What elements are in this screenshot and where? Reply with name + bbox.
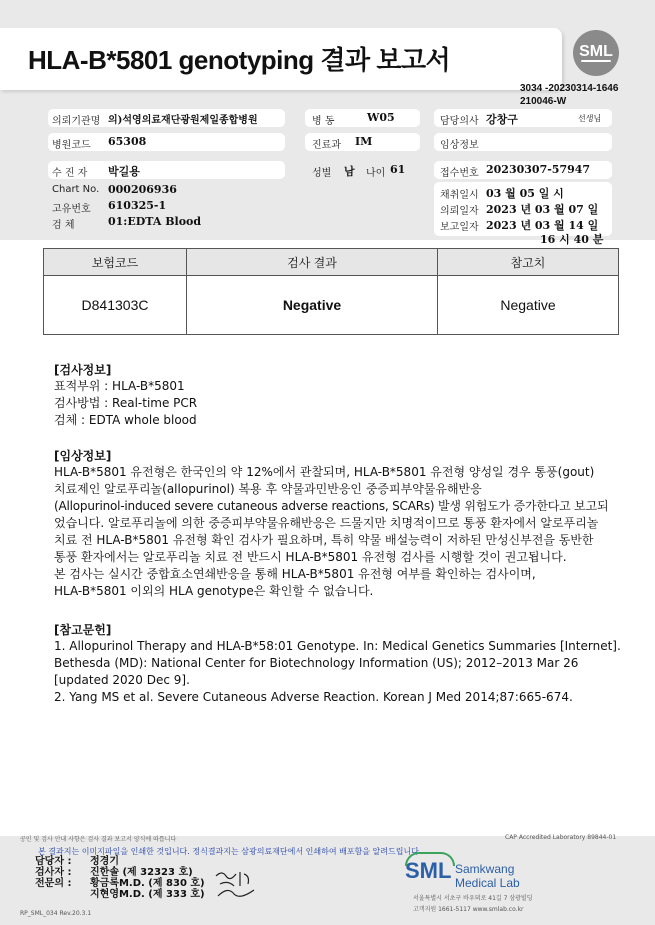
test-info-title: [검사정보] [54, 363, 112, 377]
clinical-label: 임상정보 [440, 140, 479, 151]
sml-footer-logo: SML [405, 858, 452, 883]
org-address: 서울특별시 서초구 바우뫼로 41길 7 삼광빌딩 [413, 895, 533, 902]
result-table [43, 248, 619, 335]
age-value: 61 [390, 163, 406, 176]
staff-row [35, 889, 205, 900]
institution-label: 의뢰기관명 [52, 116, 101, 127]
header-test-result: 검사 결과 [187, 249, 438, 276]
collect-label: 채취일시 [440, 190, 479, 201]
specimen-value: 01:EDTA Blood [108, 215, 202, 228]
institution-value: 의)석영의료재단광원제일종합병원 [108, 115, 258, 126]
clinical-info-line: HLA-B*5801 유전형은 한국인의 약 12%에서 관찰되며, HLA-B*5801 유전형 양성일 경우 통풍(gout) [54, 465, 595, 479]
samkwang-name [455, 862, 520, 890]
report-number-line2: 210046-W [520, 96, 567, 107]
clinical-info-line: 치료 전 HLA-B*5801 유전형 확인 검사가 필요하며, 특히 약물 배설능력이 저하된 만성신부전을 동반한 [54, 533, 594, 547]
staff-name: 정경기 [90, 856, 119, 867]
report-date-value: 2023 년 03 월 14 일 [486, 219, 599, 232]
clinical-info-line: (Allopurinol-induced severe cutaneous adverse reactions, SCARs) 발생 위험도가 증가한다고 보고되 [54, 499, 609, 513]
clinical-info-line: 본 검사는 실시간 중합효소연쇄반응을 통해 HLA-B*5801 유전형 여부를 확인하는 검사이며, [54, 567, 536, 581]
reference-line: 1. Allopurinol Therapy and HLA-B*58:01 Genotype. In: Medical Genetics Summaries [Internet]. [54, 639, 621, 653]
patient-label: 수 진 자 [52, 168, 88, 179]
request-label: 의뢰일자 [440, 206, 479, 217]
doctor-value: 강창구 [486, 113, 518, 126]
test-info-section [54, 361, 197, 429]
report-time-value: 16 시 40 분 [540, 233, 604, 246]
staff-row [35, 878, 205, 889]
clinical-info-section [54, 447, 608, 600]
report-number [520, 82, 618, 108]
chart-label: Chart No. [52, 184, 100, 195]
unique-value: 610325-1 [108, 199, 167, 212]
header-insurance-code: 보험코드 [44, 249, 187, 276]
staff-name: 지현영M.D. (제 333 호) [90, 889, 205, 900]
signature-image [212, 866, 262, 902]
doctor-suffix: 선생님 [578, 114, 602, 123]
age-label: 나이 [366, 168, 386, 179]
request-value: 2023 년 03 월 07 일 [486, 203, 599, 216]
specimen-label: 검 체 [52, 220, 75, 231]
staff-name: 황금록M.D. (제 830 호) [90, 878, 205, 889]
form-id: RP_SML_034 Rev.20.3.1 [20, 910, 92, 917]
cell-test-result: Negative [187, 276, 438, 335]
sex-value: 남 [344, 165, 355, 178]
cell-insurance-code: D841303C [44, 276, 187, 335]
clinical-info-line: HLA-B*5801 이외의 HLA genotype은 확인할 수 없습니다. [54, 584, 374, 598]
result-table-header [44, 249, 619, 276]
cap-accreditation: CAP Accredited Laboratory 89844-01 [505, 834, 617, 841]
test-info-line: 검체 : EDTA whole blood [54, 413, 197, 427]
report-date-label: 보고일자 [440, 222, 479, 233]
org-phone: 고객지원 1661-5117 www.smlab.co.kr [413, 906, 524, 913]
clinical-info-line: 통풍 환자에서는 알로푸리놀 치료 전 반드시 HLA-B*5801 유전형 검사를 시행할 것이 권고됩니다. [54, 550, 567, 564]
report-number-line1: 3034 -20230314-1646 [520, 83, 619, 94]
staff-name: 진한솔 (제 32323 호) [90, 867, 193, 878]
dept-label: 진료과 [312, 140, 341, 151]
ward-value: W05 [367, 111, 395, 124]
sex-label: 성별 [312, 168, 332, 179]
ward-label: 병 동 [312, 116, 335, 127]
staff-list [35, 856, 205, 900]
receipt-value: 20230307-57947 [486, 163, 591, 176]
unique-label: 고유번호 [52, 204, 91, 215]
cell-reference: Negative [438, 276, 619, 335]
doctor-label: 담당의사 [440, 116, 479, 127]
staff-role: 담당자 : [35, 856, 72, 867]
test-info-line: 검사방법 : Real-time PCR [54, 396, 198, 410]
org-name-line1: Samkwang [455, 862, 515, 876]
report-title: HLA-B*5801 genotyping 결과 보고서 [28, 45, 451, 75]
clinical-info-line: 었습니다. 알로푸리놀에 의한 중증피부약물유해반응은 드물지만 치명적이므로 통풍 환자에서 알로푸리놀 [54, 516, 599, 530]
reference-line: [updated 2020 Dec 9]. [54, 673, 190, 687]
footer-tiny-note: 공인 및 검사 안내 사항은 검사 결과 보고서 양식에 따릅니다 [20, 836, 177, 843]
sml-logo: SML [573, 30, 619, 76]
hospital-code-label: 병원코드 [52, 140, 91, 151]
test-info-line: 표적부위 : HLA-B*5801 [54, 379, 185, 393]
hospital-code-value: 65308 [108, 135, 147, 148]
staff-row [35, 856, 205, 867]
references-title: [참고문헌] [54, 623, 112, 637]
org-name-line2: Medical Lab [455, 876, 520, 890]
collect-value: 03 월 05 일 시 [486, 187, 564, 200]
references-section [54, 621, 621, 706]
staff-role: 전문의 : [35, 878, 72, 889]
staff-row [35, 867, 205, 878]
staff-role: 검사자 : [35, 867, 72, 878]
dept-value: IM [355, 135, 373, 148]
chart-value: 000206936 [108, 183, 177, 196]
footer-notice: 본 결과지는 이미지파일을 인쇄한 것입니다. 정식결과지는 삼광의료재단에서 인쇄하여 배포함을 알려드립니다. [38, 847, 422, 856]
reference-line: 2. Yang MS et al. Severe Cutaneous Adverse Reaction. Korean J Med 2014;87:665-674. [54, 690, 573, 704]
clinical-info-title: [임상정보] [54, 449, 112, 463]
reference-line: Bethesda (MD): National Center for Biotechnology Information (US); 2012–2013 Mar 26 [54, 656, 579, 670]
patient-value: 박길용 [108, 165, 140, 178]
table-row [44, 276, 619, 335]
receipt-label: 접수번호 [440, 168, 479, 179]
clinical-info-line: 치료제인 알로푸리놀(allopurinol) 복용 후 약물과민반응인 중증피부약물유해반응 [54, 482, 482, 496]
header-reference: 참고치 [438, 249, 619, 276]
